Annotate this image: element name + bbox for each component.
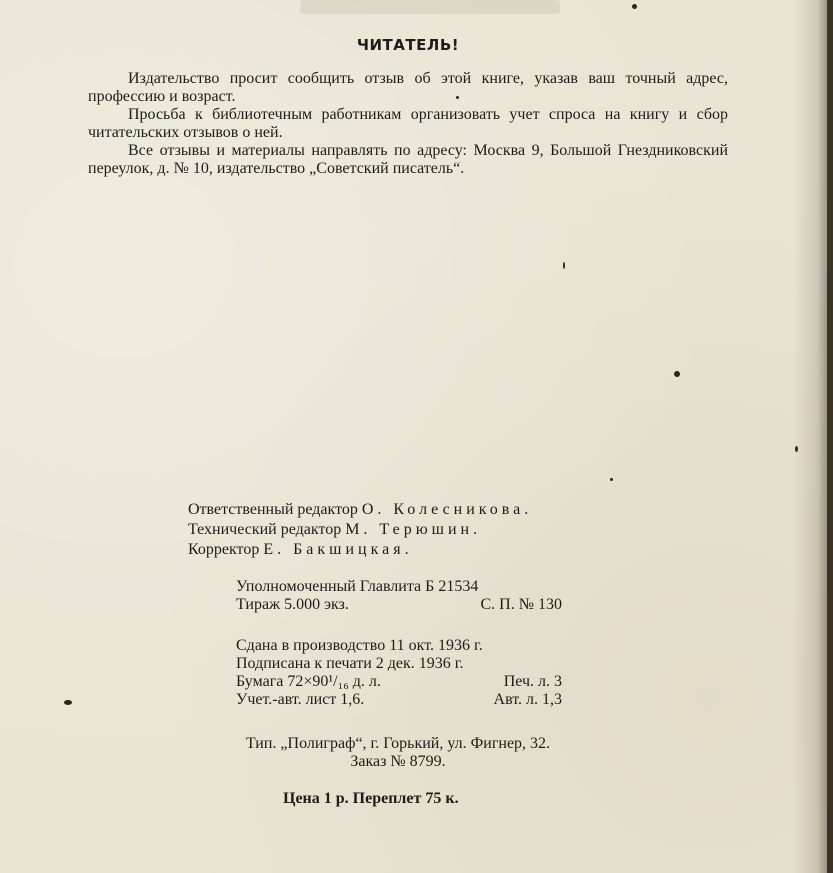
responsible-editor-name: О. Колесникова. bbox=[361, 501, 533, 518]
technical-editor-name: М. Терюшин. bbox=[345, 521, 482, 538]
editorial-credits bbox=[188, 500, 628, 560]
technical-editor-role: Технический редактор bbox=[188, 521, 342, 538]
submitted-date: Сдана в производство 11 окт. 1936 г. bbox=[236, 637, 483, 654]
sp-number: С. П. № 130 bbox=[480, 596, 562, 613]
proofreader-name: Е. Бакшицкая. bbox=[263, 541, 413, 558]
signed-date: Подписана к печати 2 дек. 1936 г. bbox=[236, 655, 464, 672]
ink-speck bbox=[610, 478, 613, 481]
notice-paragraph-librarians: Просьба к библиотечным работникам организовать учет спроса на книгу и сбор читательских отзывов о ней. bbox=[88, 106, 728, 141]
notice-title: ЧИТАТЕЛЬ! bbox=[356, 36, 460, 54]
ink-speck bbox=[456, 96, 459, 99]
ink-speck bbox=[632, 4, 637, 9]
responsible-editor-role: Ответственный редактор bbox=[188, 501, 358, 518]
ink-speck bbox=[563, 262, 565, 269]
glavlit-authorization: Уполномоченный Главлита Б 21534 bbox=[236, 578, 479, 595]
printer-address: Тип. „Полиграф“, г. Горький, ул. Фигнер, 32. bbox=[245, 735, 551, 752]
responsible-editor-line bbox=[188, 500, 628, 520]
page-edge bbox=[827, 0, 833, 873]
order-number: Заказ № 8799. bbox=[350, 753, 446, 770]
print-sheets: Печ. л. 3 bbox=[503, 673, 562, 690]
paper-row bbox=[236, 673, 562, 691]
print-run-row bbox=[236, 596, 562, 614]
printer-imprint bbox=[188, 735, 608, 771]
proofreader-line bbox=[188, 540, 628, 560]
production-block bbox=[236, 637, 562, 709]
notice-paragraph-feedback: Издательство просит сообщить отзыв об этой книге, указав ваш точный адрес, профессию и возраст. bbox=[88, 70, 728, 105]
show-through-mark bbox=[300, 0, 560, 14]
reader-notice bbox=[88, 36, 728, 178]
ink-speck bbox=[64, 700, 72, 705]
sheets-row bbox=[236, 691, 562, 709]
paper-format: Бумага 72×90¹/₁₆ д. л. bbox=[236, 673, 381, 690]
price-line: Цена 1 р. Переплет 75 к. bbox=[283, 790, 459, 807]
author-sheets: Авт. л. 1,3 bbox=[493, 691, 562, 708]
account-author-sheet: Учет.-авт. лист 1,6. bbox=[236, 691, 365, 708]
ink-speck bbox=[674, 371, 680, 377]
glavlit-block bbox=[236, 578, 562, 614]
proofreader-role: Корректор bbox=[188, 541, 260, 558]
technical-editor-line bbox=[188, 520, 628, 540]
print-run: Тираж 5.000 экз. bbox=[236, 596, 349, 613]
notice-paragraph-address: Все отзывы и материалы направлять по адресу: Москва 9, Большой Гнездниковский переулок, д. № 10, издательство „Советский писатель“. bbox=[88, 142, 728, 177]
